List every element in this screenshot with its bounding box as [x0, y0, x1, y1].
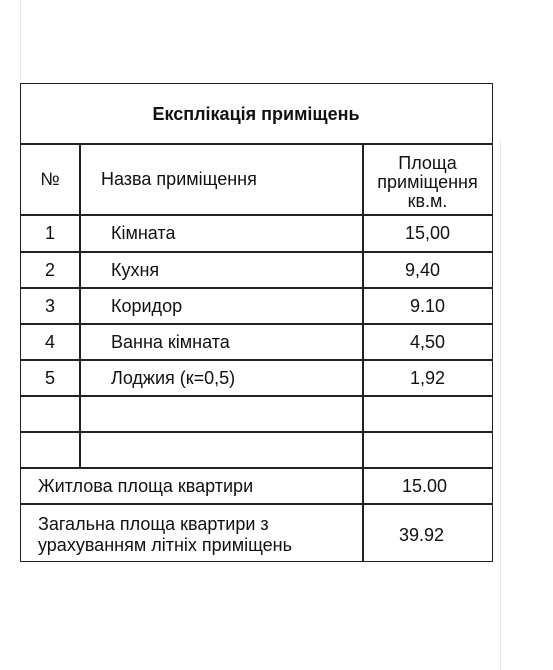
header-number: № [40, 168, 60, 189]
living-area-value: 15.00 [402, 476, 448, 496]
row-room-name: Лоджия (к=0,5) [111, 368, 236, 388]
row-number: 1 [44, 223, 55, 243]
row-area: 15,00 [405, 223, 451, 243]
row-number: 4 [44, 332, 55, 352]
explication-table [20, 83, 493, 562]
row-room-name: Ванна кімната [111, 332, 230, 352]
total-area-value: 39.92 [399, 525, 445, 545]
header-area-line: приміщення [377, 171, 478, 192]
total-area-label-line: Загальна площа квартири з [38, 514, 269, 534]
header-area [364, 152, 491, 212]
scan-artifact [500, 140, 501, 670]
total-area-label-line: урахуванням літніх приміщень [38, 535, 293, 555]
table-title: Експлікація приміщень [152, 103, 360, 124]
row-area: 4,50 [410, 332, 446, 352]
scan-artifact [20, 0, 21, 80]
living-area-label: Житлова площа квартири [38, 476, 254, 496]
row-area: 9.10 [410, 296, 446, 316]
row-area: 1,92 [410, 368, 446, 388]
total-area-label [38, 509, 358, 561]
header-area-line: кв.м. [407, 190, 448, 211]
header-room-name: Назва приміщення [101, 168, 257, 189]
row-area: 9,40 [405, 260, 441, 280]
header-area-line: Площа [398, 152, 457, 173]
table-divider [21, 431, 492, 433]
row-room-name: Коридор [111, 296, 183, 316]
column-divider [79, 143, 81, 467]
row-number: 5 [44, 368, 55, 388]
row-room-name: Кухня [111, 260, 160, 280]
row-number: 2 [44, 260, 55, 280]
row-room-name: Кімната [111, 223, 176, 243]
row-number: 3 [44, 296, 55, 316]
